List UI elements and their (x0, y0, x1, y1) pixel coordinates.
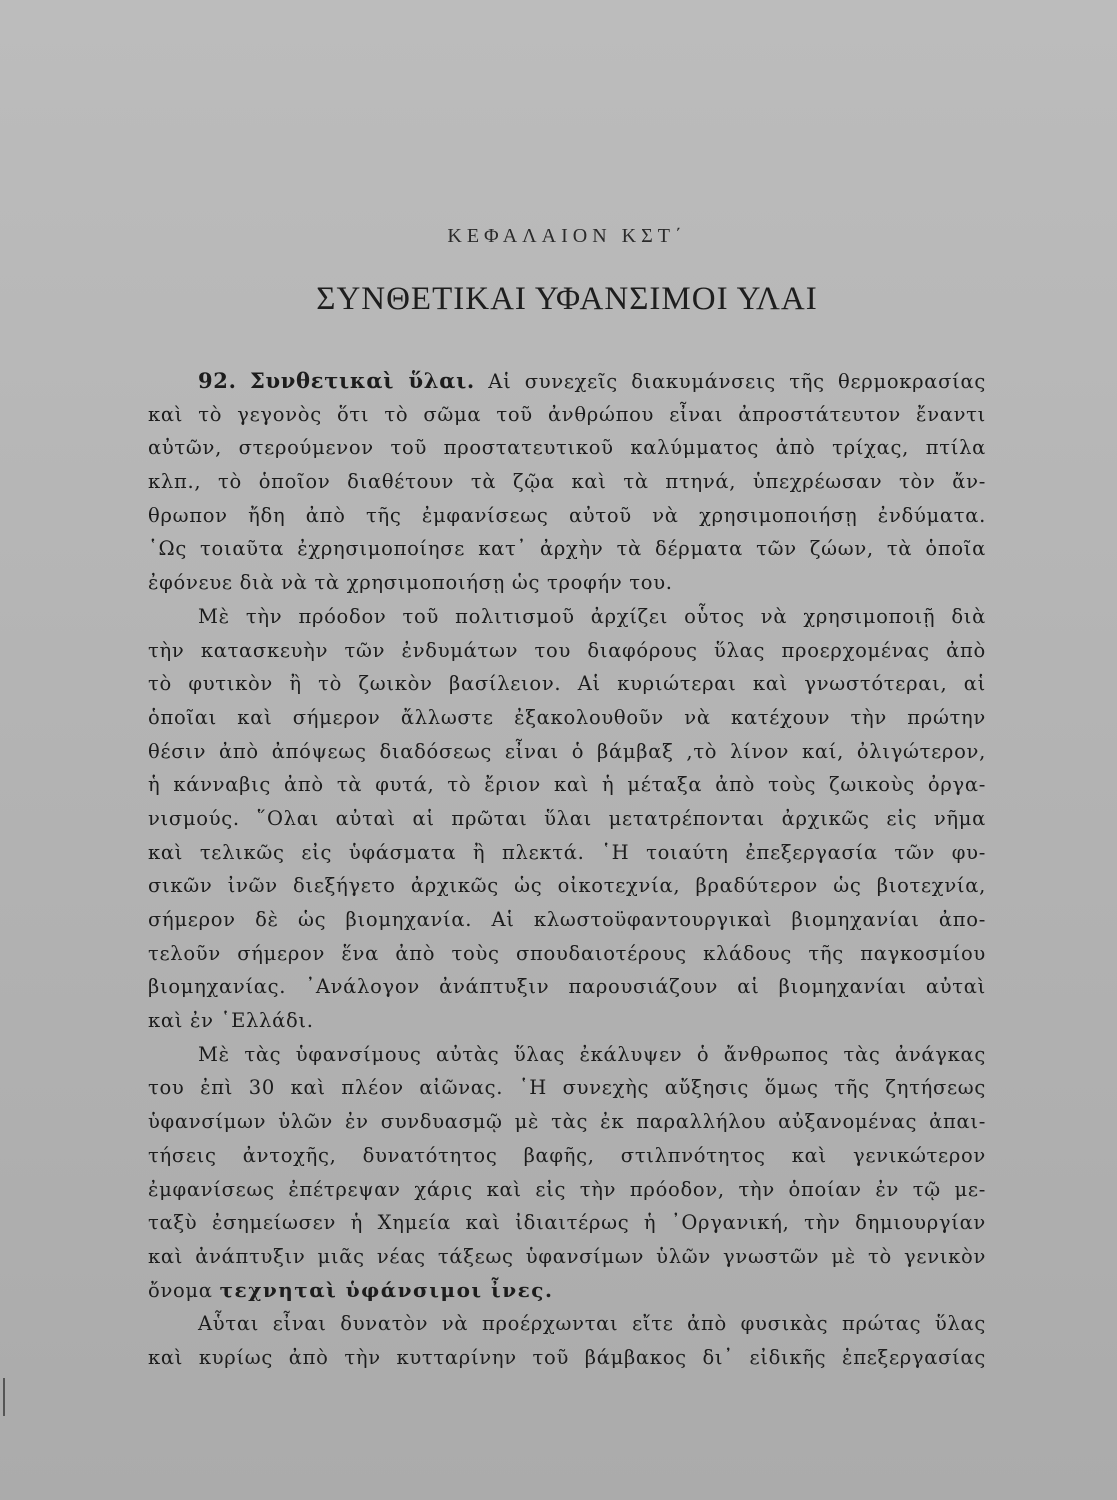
text-line: ὁποῖαι καὶ σήμερον ἄλλωστε ἐξακολουθοῦν νὰ κατέχουν τὴν πρώτην (148, 705, 986, 729)
text-line: βιομηχανίας. ᾿Ανάλογον ἀνάπτυξιν παρουσιάζουν αἱ βιομηχανίαι αὐταὶ (148, 975, 986, 999)
text-line: του ἐπὶ 30 καὶ πλέον αἰῶνας. ῾Η συνεχὴς αὔξησις ὅμως τῆς ζητήσεως (148, 1076, 986, 1100)
section-first-line-text: Αἱ συνεχεῖς διακυμάνσεις τῆς θερμοκρασίας (488, 370, 986, 393)
text-line: ῾Ως τοιαῦτα ἐχρησιμοποίησε κατ᾽ ἀρχὴν τὰ δέρματα τῶν ζώων, τὰ ὁποῖα (148, 537, 986, 561)
text-line: σικῶν ἰνῶν διεξήγετο ἀρχικῶς ὡς οἰκοτεχνία, βραδύτερον ὡς βιοτεχνία, (148, 874, 986, 898)
paragraph-start-line: Αὗται εἶναι δυνατὸν νὰ προέρχωνται εἴτε ἀπὸ φυσικὰς πρώτας ὕλας (198, 1312, 986, 1336)
text-line: καὶ ἀνάπτυξιν μιᾶς νέας τάξεως ὑφανσίμων ὑλῶν γνωστῶν μὲ τὸ γενικὸν (148, 1244, 986, 1268)
paragraph-start-line: Μὲ τὰς ὑφανσίμους αὐτὰς ὕλας ἐκάλυψεν ὁ ἄνθρωπος τὰς ἀνάγκας (198, 1042, 986, 1066)
text-line: ταξὺ ἐσημείωσεν ἡ Χημεία καὶ ἰδιαιτέρως ἡ ᾿Οργανική, τὴν δημιουργίαν (148, 1211, 986, 1235)
text-line: καὶ κυρίως ἀπὸ τὴν κυτταρίνην τοῦ βάμβακος δι᾽ εἰδικῆς ἐπεξεργασίας (148, 1345, 986, 1369)
text-line: αὐτῶν, στερούμενον τοῦ προστατευτικοῦ καλύμματος ἀπὸ τρίχας, πτίλα (148, 436, 986, 460)
text-line: ἡ κάνναβις ἀπὸ τὰ φυτά, τὸ ἔριον καὶ ἡ μέταξα ἀπὸ τοὺς ζωικοὺς ὀργα- (148, 773, 986, 797)
bold-term: τεχνηταὶ ὑφάνσιμοι ἶνες. (219, 1277, 554, 1302)
text-line: θέσιν ἀπὸ ἀπόψεως διαδόσεως εἶναι ὁ βάμβαξ ,τὸ λίνον καί, ὀλιγώτερον, (148, 739, 986, 763)
text-line: θρωπον ἤδη ἀπὸ τῆς ἐμφανίσεως αὐτοῦ νὰ χρησιμοποιήσῃ ἐνδύματα. (148, 503, 986, 527)
body-text (148, 364, 986, 1375)
text-line: τὸ φυτικὸν ἢ τὸ ζωικὸν βασίλειον. Αἱ κυριώτεραι καὶ γνωστότεραι, αἱ (148, 672, 986, 696)
text-line: καὶ τελικῶς εἰς ὑφάσματα ἢ πλεκτά. ῾Η τοιαύτη ἐπεξεργασία τῶν φυ- (148, 840, 986, 864)
section-number: 92. (198, 368, 237, 393)
text-line: καὶ τὸ γεγονὸς ὅτι τὸ σῶμα τοῦ ἀνθρώπου εἶναι ἀπροστάτευτον ἔναντι (148, 402, 986, 426)
term-line (148, 1274, 986, 1308)
text-line: ἐφόνευε διὰ νὰ τὰ χρησιμοποιήσῃ ὡς τροφήν του. (148, 571, 673, 595)
chapter-label: ΚΕΦΑΛΑΙΟΝ ΚΣΤ΄ (447, 225, 687, 247)
scan-edge-mark (3, 1378, 5, 1416)
text-line: ὑφανσίμων ὑλῶν ἐν συνδυασμῷ μὲ τὰς ἐκ παραλλήλου αὐξανομένας ἀπαι- (148, 1110, 986, 1134)
text-line: τὴν κατασκευὴν τῶν ἐνδυμάτων του διαφόρους ὕλας προερχομένας ἀπὸ (148, 638, 986, 662)
text-line: σήμερον δὲ ὡς βιομηχανία. Αἱ κλωστοϋφαντουργικαὶ βιομηχανίαι ἀπο- (148, 908, 986, 931)
chapter-title: ΣΥΝΘΕΤΙΚΑΙ ΥΦΑΝΣΙΜΟΙ ΥΛΑΙ (316, 281, 818, 317)
text-line: κλπ., τὸ ὁποῖον διαθέτουν τὰ ζῷα καὶ τὰ πτηνά, ὑπεχρέωσαν τὸν ἄν- (148, 470, 986, 494)
text-line: ἐμφανίσεως ἐπέτρεψαν χάρις καὶ εἰς τὴν πρόοδον, τὴν ὁποίαν ἐν τῷ με- (148, 1177, 986, 1201)
text-line: καὶ ἐν ῾Ελλάδι. (148, 1009, 314, 1033)
text-line: τήσεις ἀντοχῆς, δυνατότητος βαφῆς, στιλπνότητος καὶ γενικώτερον (148, 1143, 986, 1167)
text-line: νισμούς. ῞Ολαι αὐταὶ αἱ πρῶται ὕλαι μετατρέπονται ἀρχικῶς εἰς νῆμα (148, 806, 986, 830)
text-line: τελοῦν σήμερον ἕνα ἀπὸ τοὺς σπουδαιοτέρους κλάδους τῆς παγκοσμίου (148, 941, 986, 965)
section-title: Συνθετικαὶ ὕλαι. (249, 368, 475, 393)
term-line-prefix: ὄνομα (148, 1278, 213, 1302)
section-heading-line (148, 364, 986, 398)
paragraph-start-line: Μὲ τὴν πρόοδον τοῦ πολιτισμοῦ ἀρχίζει οὗτος νὰ χρησιμοποιῇ διὰ (198, 604, 986, 628)
